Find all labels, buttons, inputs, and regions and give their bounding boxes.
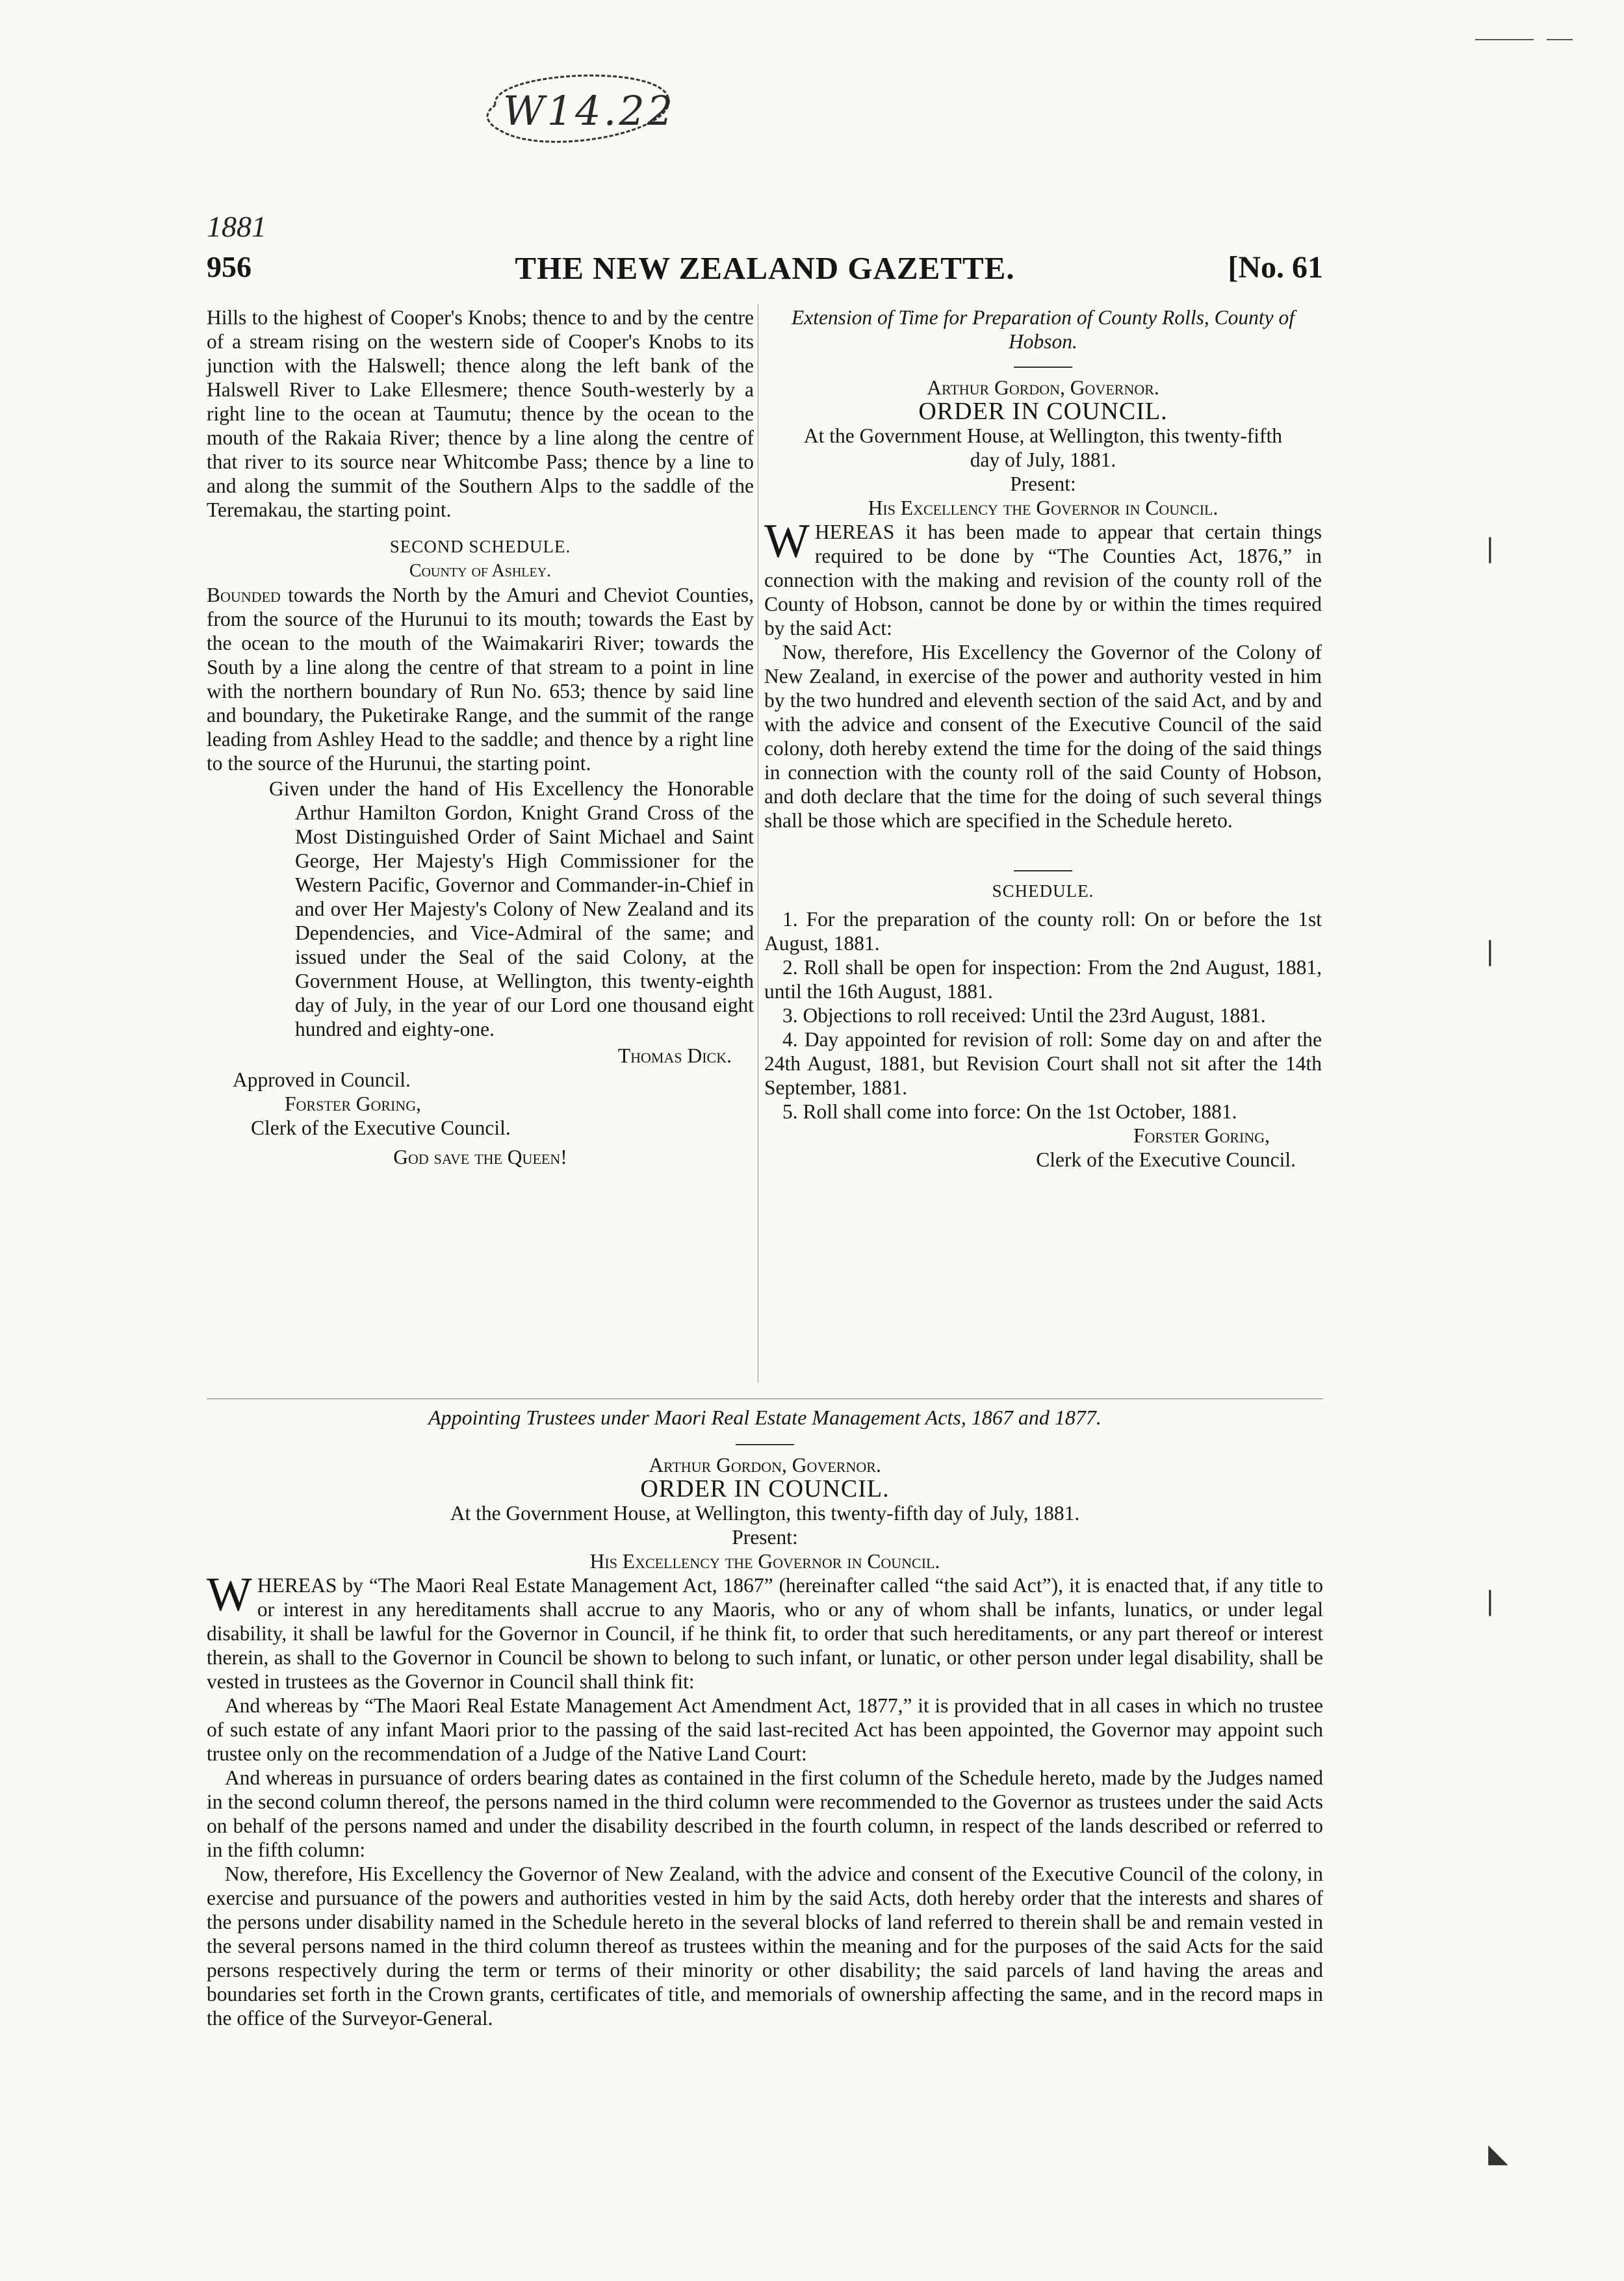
margin-mark: ❘	[1479, 936, 1501, 966]
maori-trustees-section	[207, 1398, 1323, 2030]
schedule-item: 4. Day appointed for revision of roll: Some day on and after the 24th August, 1881, but Revision Court shall not sit after the 14th September, 1881.	[764, 1028, 1322, 1099]
issue-number: [No. 61	[1228, 250, 1323, 285]
governor-line: Arthur Gordon, Governor.	[927, 376, 1159, 399]
order-in-council-title: ORDER IN COUNCIL.	[918, 398, 1168, 425]
gazette-title: THE NEW ZEALAND GAZETTE.	[515, 250, 1015, 286]
place-and-date: At the Government House, at Wellington, this twenty-fifth day of July, 1881.	[450, 1502, 1080, 1525]
scan-edge-mark	[1475, 39, 1534, 40]
god-save-the-queen: God save the Queen!	[393, 1146, 567, 1168]
margin-mark: ❘	[1479, 1586, 1501, 1616]
handwritten-year: 1881	[207, 210, 266, 243]
now-therefore-paragraph: Now, therefore, His Excellency the Governor of the Colony of New Zealand, in exercise of the power and authority vested in him by the two hundred and eleventh section of the said Act, and by and with the advice and consent of the Executive Council of the said colony, doth hereby extend the time for the doing of the said things in connection with the county roll of the said County of Hobson, and doth declare that the time for the doing of such several things shall be those which are specified in the Schedule hereto.	[764, 641, 1322, 832]
gazette-header	[207, 250, 1323, 294]
section-rule	[207, 1398, 1323, 1399]
hobson-notice-heading: Extension of Time for Preparation of County Rolls, County of Hobson.	[791, 306, 1295, 353]
order-in-council-title: ORDER IN COUNCIL.	[640, 1475, 890, 1502]
schedule-item: 1. For the preparation of the county roll: On or before the 1st August, 1881.	[764, 908, 1322, 955]
schedule-heading: SCHEDULE.	[992, 881, 1094, 901]
clerk-name: Forster Goring,	[285, 1092, 422, 1115]
boundary-continuation: Hills to the highest of Cooper's Knobs; thence to and by the centre of a stream rising on the western side of Cooper's Knobs to its junction with the Halswell; thence along the left bank of the Halswell River to Lake Ellesmere; thence South-westerly by a right line to the ocean at Taumutu; thence by the ocean to the mouth of the Rakaia River; thence by a line along the centre of that river to its source near Whitcombe Pass; thence by a line to and along the summit of the Southern Alps to the saddle of the Teremakau, the starting point.	[207, 306, 754, 521]
now-therefore-paragraph: Now, therefore, His Excellency the Governor of New Zealand, with the advice and consent of the Executive Council of the colony, in exercise and pursuance of the powers and authorities vested in him by the said Acts, doth hereby order that the interests and shares of the persons under disability named in the Schedule hereto in the several blocks of land referred to therein shall be and remain vested in the several persons named in the third column thereof as trustees within the meaning and for the purposes of the said Acts for the said persons respectively during the term or terms of their minority or other disability; the said parcels of land having the areas and boundaries set forth in the Crown grants, certificates of title, and memorials of ownership affecting the same, and in the record maps in the office of the Surveyor-General.	[207, 1862, 1323, 2030]
scan-edge-mark	[1547, 39, 1573, 40]
excellency-in-council: His Excellency the Governor in Council.	[868, 496, 1218, 519]
present-label: Present:	[732, 1526, 798, 1549]
approved-in-council: Approved in Council.	[233, 1068, 411, 1091]
bounded-text: towards the North by the Amuri and Cheviot Counties, from the source of the Hurunui to its mouth; towards the East by the ocean to the mouth of the Waimakariri River; towards the South by a line along the centre of that stream to a point in line with the northern boundary of Run No. 653; thence by said line and boundary, the Puketirake Range, and the summit of the range leading from Ashley Head to the saddle; and thence by a right line to the source of the Hurunui, the starting point.	[207, 584, 754, 775]
signatory-name: Thomas Dick.	[617, 1044, 732, 1067]
whereas-paragraph: WHEREAS it has been made to appear that certain things required to be done by “The Counties Act, 1876,” in connection with the making and revision of the county roll of the County of Hobson, cannot be done by or within the times required by the said Act:	[764, 515, 1322, 639]
schedule-item: 3. Objections to roll received: Until the 23rd August, 1881.	[782, 1004, 1266, 1027]
right-column	[764, 305, 1322, 1172]
short-rule	[1014, 367, 1072, 368]
short-rule	[736, 1444, 794, 1445]
left-column	[207, 305, 754, 1169]
clerk-name: Forster Goring,	[1133, 1124, 1270, 1147]
governor-line: Arthur Gordon, Governor.	[649, 1454, 881, 1476]
margin-arrow-mark: ◣	[1488, 2139, 1508, 2168]
present-label: Present:	[1010, 472, 1076, 495]
page-number: 956	[207, 250, 251, 283]
given-under-clause: Given under the hand of His Excellency the Honorable Arthur Hamilton Gordon, Knight Grand Cross of the Most Distinguished Order of Saint Michael and Saint George, Her Majesty's High Commissioner for the Western Pacific, Governor and Commander-in-Chief in and over Her Majesty's Colony of New Zealand and its Dependencies, and Vice-Admiral of the same; and issued under the Seal of the said Colony, at the Government House, at Wellington, this twenty-eighth day of July, in the year of our Lord one thousand eight hundred and eighty-one.	[269, 777, 754, 1040]
schedule-item: 2. Roll shall be open for inspection: From the 2nd August, 1881, until the 16th August, 1881.	[764, 956, 1322, 1003]
handwritten-reference-text: W14.22	[503, 87, 676, 135]
maori-notice-heading: Appointing Trustees under Maori Real Estate Management Acts, 1867 and 1877.	[428, 1406, 1102, 1429]
schedule-item: 5. Roll shall come into force: On the 1st October, 1881.	[782, 1100, 1237, 1123]
whereas-paragraph: WHEREAS by “The Maori Real Estate Management Act, 1867” (hereinafter called “the said Act”), it is enacted that, if any title to or interest in any hereditaments shall accrue to any Maoris, who or any of whom shall be infants, lunatics, or under legal disability, it shall be lawful for the Governor in Council, if he think fit, to order that such hereditaments, or any part thereof or interest therein, as shall to the Governor in Council be shown to belong to such infant, or lunatic, or other person under legal disability, shall be vested in trustees as the Governor in Council shall think fit:	[207, 1568, 1323, 1693]
county-heading: County of Ashley.	[409, 561, 552, 581]
short-rule	[1014, 870, 1072, 871]
second-schedule-heading: SECOND SCHEDULE.	[389, 537, 571, 556]
place-and-date: At the Government House, at Wellington, this twenty-fifth day of July, 1881.	[803, 424, 1283, 471]
orders-paragraph: And whereas in pursuance of orders bearing dates as contained in the first column of the Schedule hereto, made by the Judges named in the second column thereof, the persons named in the third column were recommended to the Governor as trustees under the said Acts on behalf of the persons named and under the disability described in the fourth column, in respect of the lands described or referred to in the fifth column:	[207, 1766, 1323, 1861]
handwritten-reference-note	[469, 60, 689, 162]
margin-mark: ❘	[1479, 534, 1501, 563]
clerk-title: Clerk of the Executive Council.	[251, 1116, 511, 1139]
ashley-boundary	[207, 583, 754, 775]
amendment-act-paragraph: And whereas by “The Maori Real Estate Management Act Amendment Act, 1877,” it is provided that in all cases in which no trustee of such estate of any infant Maori prior to the passing of the said last-recited Act has been appointed, the Governor may appoint such trustee only on the recommendation of a Judge of the Native Land Court:	[207, 1694, 1323, 1765]
excellency-in-council: His Excellency the Governor in Council.	[589, 1550, 940, 1573]
bounded-lead: Bounded	[207, 584, 281, 606]
clerk-title: Clerk of the Executive Council.	[1036, 1148, 1296, 1171]
